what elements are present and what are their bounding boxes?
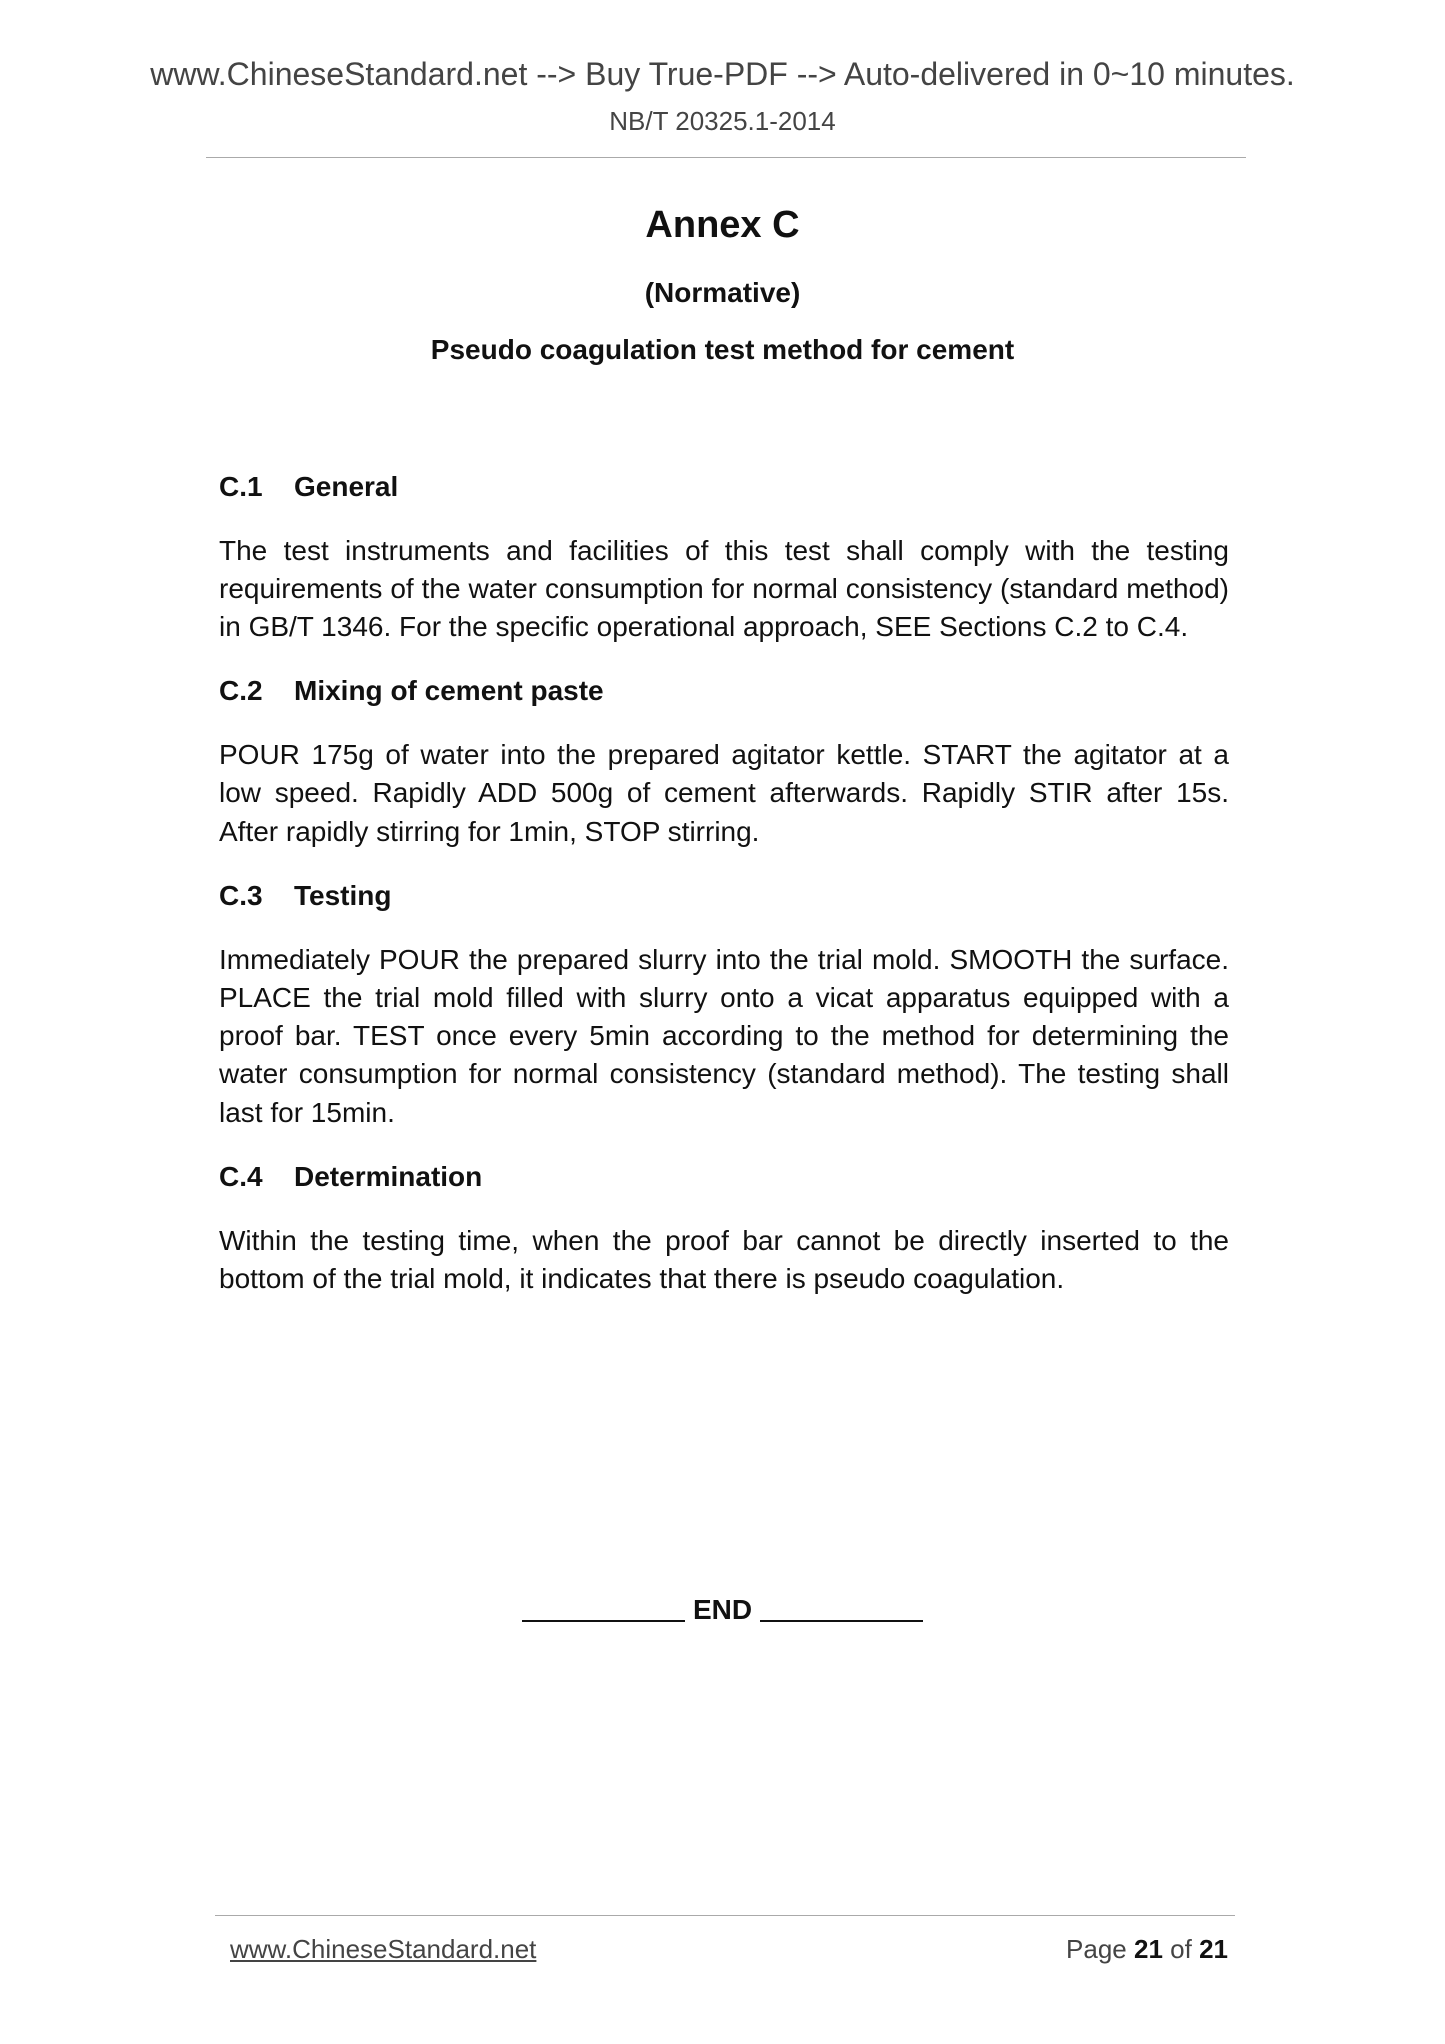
footer-divider	[215, 1915, 1235, 1916]
page-label: Page	[1066, 1934, 1127, 1964]
section-heading	[219, 1160, 1229, 1194]
section-number: C.2	[219, 675, 263, 707]
section-heading	[219, 879, 1229, 913]
section-heading	[219, 470, 1229, 504]
end-marker	[0, 1596, 1445, 1624]
section-paragraph: Immediately POUR the prepared slurry into the trial mold. SMOOTH the surface. PLACE the trial mold filled with slurry onto a vicat apparatus equipped with a proof bar. TEST once every 5min according to the method for determining the water consumption for normal consistency (standard method). The testing shall last for 15min.	[219, 943, 1229, 1128]
section-title: Determination	[294, 1161, 483, 1193]
annex-title: Annex C	[645, 204, 800, 246]
page-total: 21	[1199, 1934, 1228, 1964]
section-number: C.4	[219, 1161, 263, 1193]
end-rule-left	[522, 1620, 685, 1622]
section-paragraph: POUR 175g of water into the prepared agitator kettle. START the agitator at a low speed. Rapidly ADD 500g of cement afterwards. Rapidly STIR after 15s. After rapidly stirring for 1min, STOP stirring.	[219, 739, 1229, 847]
end-text: END	[692, 1594, 753, 1625]
section-title: Mixing of cement paste	[294, 675, 604, 707]
document-number: NB/T 20325.1-2014	[609, 106, 836, 136]
header-divider	[206, 157, 1246, 158]
section-paragraph: Within the testing time, when the proof bar cannot be directly inserted to the bottom of the trial mold, it indicates that there is pseudo coagulation.	[219, 1224, 1229, 1294]
section-title: General	[294, 471, 399, 502]
section-heading	[219, 674, 1229, 708]
section-title: Testing	[294, 879, 392, 911]
page-current: 21	[1134, 1934, 1163, 1964]
page-indicator	[1066, 1936, 1228, 1962]
end-rule-right	[760, 1620, 923, 1622]
section-number: C.1	[219, 471, 263, 502]
annex-type: (Normative)	[644, 277, 801, 308]
page-of: of	[1170, 1934, 1192, 1964]
footer-website-link[interactable]: www.ChineseStandard.net	[230, 1934, 537, 1964]
annex-name: Pseudo coagulation test method for cement	[430, 334, 1015, 365]
header-banner: www.ChineseStandard.net --> Buy True-PDF --> Auto-delivered in 0~10 minutes.	[150, 56, 1295, 92]
annex-content	[219, 470, 1229, 1326]
section-number: C.3	[219, 879, 263, 911]
section-paragraph: The test instruments and facilities of this test shall comply with the testing requirements of the water consumption for normal consistency (standard method) in GB/T 1346. For the specific operational approach, SEE Sections C.2 to C.4.	[219, 534, 1229, 643]
